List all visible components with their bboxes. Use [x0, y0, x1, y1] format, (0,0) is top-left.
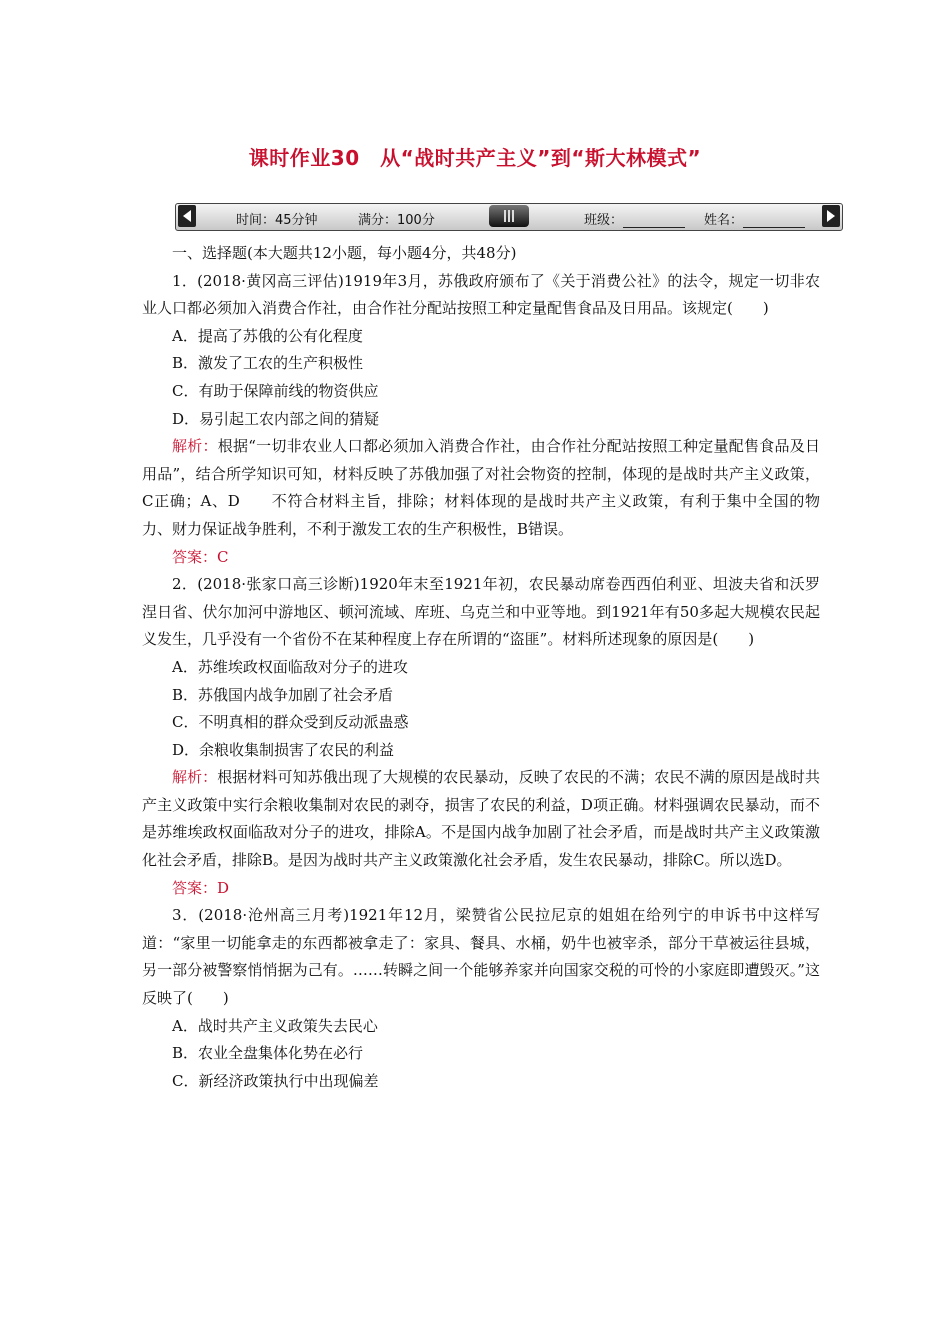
- class-blank: [623, 213, 685, 228]
- q2-answer-label: 答案：: [172, 878, 218, 897]
- q2-option-c: C．不明真相的群众受到反动派蛊惑: [172, 713, 409, 732]
- q1-option-b: B．激发了工农的生产积极性: [172, 354, 364, 373]
- q1-analysis-text: 根据“一切非农业人口都必须加入消费合作社，由合作社分配站按照工种定量配售食品及日用品”，结合所学知识可知，材料反映了苏俄加强了对社会物资的控制，体现的是战时共产主义政策，C正确；A、D 不符合材料主旨，排除；材料体现的是战时共产主义政策，有利于集中全国的物力、财力保证战争胜利，不利于激发工农的生产积极性，B错误。: [142, 437, 820, 538]
- score-label: 满分：100分: [358, 213, 435, 228]
- section-heading: 一、选择题(本大题共12小题，每小题4分，共48分): [172, 244, 517, 262]
- class-field: [584, 209, 685, 228]
- q2-option-a: A．苏维埃政权面临敌对分子的进攻: [172, 657, 408, 676]
- q3-option-c: C．新经济政策执行中出现偏差: [172, 1071, 379, 1090]
- q2-option-d: D．余粮收集制损害了农民的利益: [172, 740, 395, 759]
- q1-answer: [142, 544, 820, 572]
- q1-answer-value: C: [217, 547, 229, 566]
- question-content: [142, 240, 820, 1095]
- q1-option-c: C．有助于保障前线的物资供应: [172, 381, 379, 400]
- scroll-handle-icon[interactable]: [489, 205, 529, 227]
- q3-option-b: B．农业全盘集体化势在必行: [172, 1044, 364, 1063]
- q2-answer-value: D: [217, 878, 230, 897]
- q1-option-a: A．提高了苏俄的公有化程度: [172, 326, 363, 345]
- q3-option-a: A．战时共产主义政策失去民心: [172, 1016, 378, 1035]
- q1-analysis: [142, 433, 820, 543]
- q1-option-d: D．易引起工农内部之间的猜疑: [172, 409, 380, 428]
- name-field: [704, 209, 805, 228]
- class-label: 班级：: [584, 213, 624, 228]
- q1-analysis-label: 解析：: [172, 437, 218, 456]
- name-label: 姓名：: [704, 213, 744, 228]
- q2-analysis-text: 根据材料可知苏俄出现了大规模的农民暴动，反映了农民的不满；农民不满的原因是战时共产主义政策中实行余粮收集制对农民的剥夺，损害了农民的利益，D项正确。材料强调农民暴动，而不是苏维埃政权面临敌对分子的进攻，排除A。不是国内战争加剧了社会矛盾，而是战时共产主义政策激化社会矛盾，排除B。是因为战时共产主义政策激化社会矛盾，发生农民暴动，排除C。所以选D。: [142, 768, 820, 870]
- q2-stem: 2．(2018·张家口高三诊断)1920年末至1921年初，农民暴动席卷西西伯利亚、坦波夫省和沃罗涅日省、伏尔加河中游地区、顿河流域、库班、乌克兰和中亚等地。到1921年有50多起大规模农民起义发生，几乎没有一个省份不在某种程度上存在所谓的“盗匪”。材料所述现象的原因是( ): [142, 575, 820, 649]
- info-bar: [175, 203, 843, 231]
- time-label: 时间：45分钟: [236, 213, 318, 228]
- q2-option-b: B．苏俄国内战争加剧了社会矛盾: [172, 685, 394, 704]
- q1-answer-label: 答案：: [172, 547, 218, 566]
- right-arrow-icon[interactable]: [822, 205, 840, 227]
- left-arrow-icon[interactable]: [178, 205, 196, 227]
- q2-analysis: [142, 764, 820, 874]
- q1-stem: 1．(2018·黄冈高三评估)1919年3月，苏俄政府颁布了《关于消费公社》的法令，规定一切非农业人口都必须加入消费合作社，由合作社分配站按照工种定量配售食品及日用品。该规定( ): [142, 271, 820, 318]
- q3-stem: 3．(2018·沧州高三月考)1921年12月，梁赞省公民拉尼京的姐姐在给列宁的申诉书中这样写道：“家里一切能拿走的东西都被拿走了：家具、餐具、水桶，奶牛也被宰杀，部分干草被运往县城，另一部分被警察悄悄据为己有。……转瞬之间一个能够养家并向国家交税的可怜的小家庭即遭毁灭。”这反映了( ): [142, 906, 820, 1008]
- q2-analysis-label: 解析：: [172, 768, 218, 787]
- name-blank: [743, 213, 805, 228]
- q2-answer: [142, 875, 820, 903]
- page-title: 课时作业30 从“战时共产主义”到“斯大林模式”: [248, 146, 702, 170]
